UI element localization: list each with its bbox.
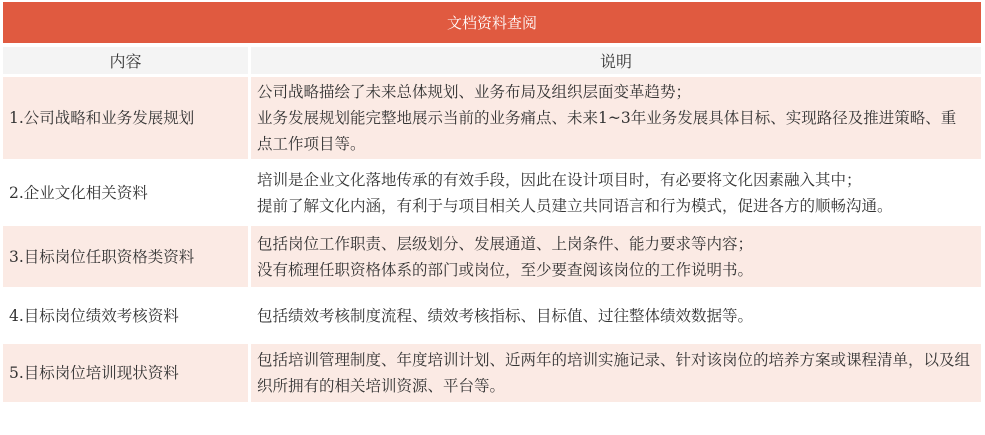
description-line: 提前了解文化内涵，有利于与项目相关人员建立共同语言和行为模式，促进各方的顺畅沟通。	[257, 196, 893, 215]
row-name: 5.目标岗位培训现状资料	[3, 344, 251, 405]
description-line: 没有梳理任职资格体系的部门或岗位，至少要查阅该岗位的工作说明书。	[257, 260, 754, 279]
table-row	[3, 290, 981, 344]
description-line: 包括绩效考核制度流程、绩效考核指标、目标值、过往整体绩效数据等。	[257, 306, 754, 325]
table-title-row	[3, 2, 981, 47]
description-line: 公司战略描绘了未来总体规划、业务布局及组织层面变革趋势；	[257, 83, 692, 101]
description-line: 业务发展规划能完整地展示当前的业务痛点、未来1~3年业务发展具体目标、实现路径及推进策略、重点工作项目等。	[257, 109, 957, 153]
row-name: 1.公司战略和业务发展规划	[3, 77, 251, 162]
description-line: 培训是企业文化落地传承的有效手段，因此在设计项目时，有必要将文化因素融入其中；	[257, 170, 862, 189]
table-header-row	[3, 47, 981, 77]
row-name: 2.企业文化相关资料	[3, 162, 251, 226]
header-content: 内容	[3, 47, 251, 77]
row-description	[251, 162, 981, 226]
row-description	[251, 77, 981, 162]
row-description	[251, 226, 981, 290]
table-row	[3, 226, 981, 290]
table-title: 文档资料查阅	[3, 2, 981, 47]
header-description: 说明	[251, 47, 981, 77]
row-description	[251, 290, 981, 344]
description-line: 包括岗位工作职责、层级划分、发展通道、上岗条件、能力要求等内容；	[257, 234, 754, 253]
row-name: 3.目标岗位任职资格类资料	[3, 226, 251, 290]
table-row	[3, 162, 981, 226]
description-line: 包括培训管理制度、年度培训计划、近两年的培训实施记录、针对该岗位的培养方案或课程清单，以及组织所拥有的相关培训资源、平台等。	[257, 351, 971, 395]
row-name: 4.目标岗位绩效考核资料	[3, 290, 251, 344]
table-row	[3, 77, 981, 162]
table-row	[3, 344, 981, 405]
document-table	[3, 2, 981, 405]
row-description	[251, 344, 981, 405]
